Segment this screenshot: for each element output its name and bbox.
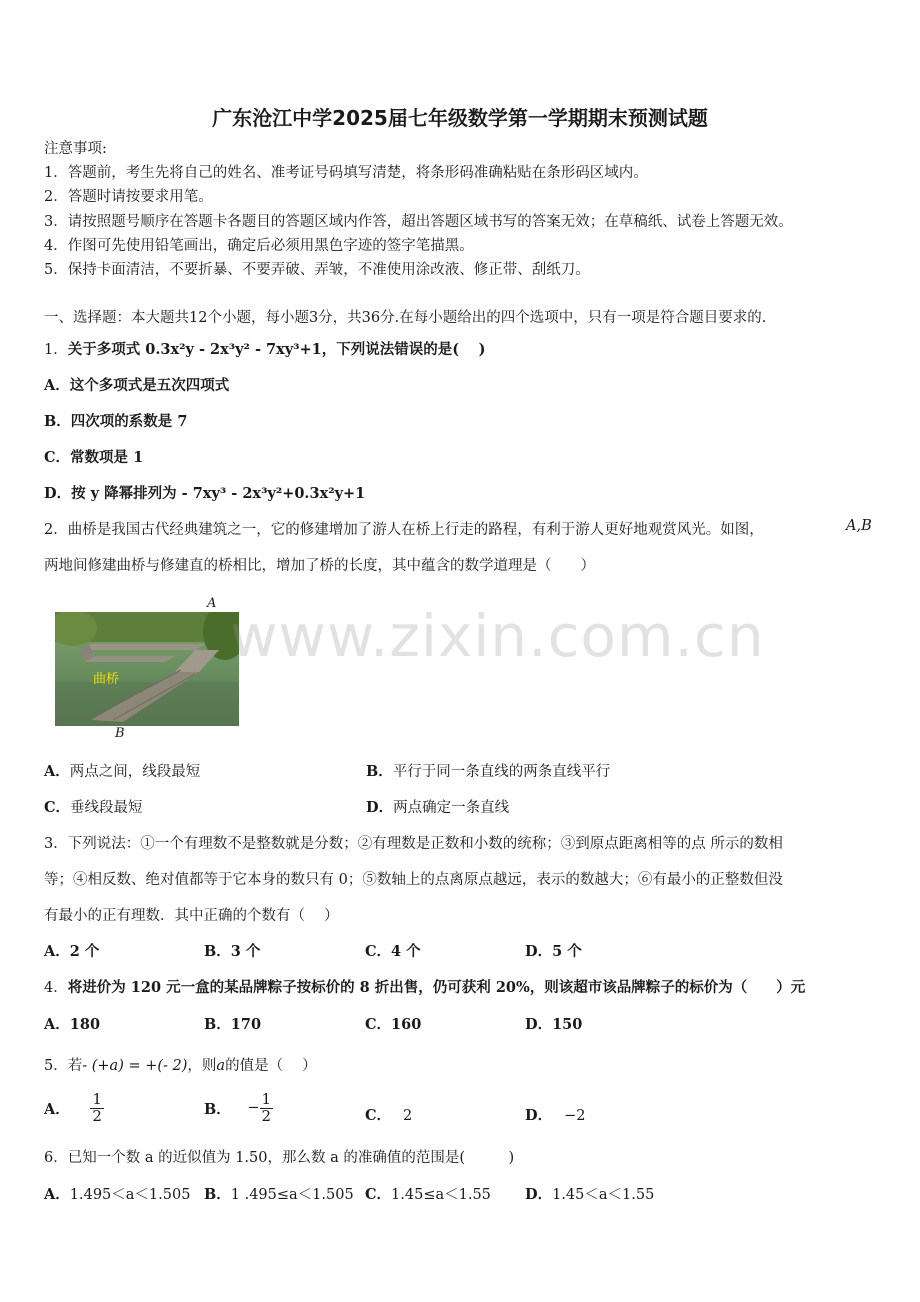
- q3-option-c[interactable]: [365, 940, 421, 961]
- question-4: [44, 976, 805, 997]
- q2-option-b[interactable]: [366, 760, 610, 781]
- option-letter: A．: [44, 1100, 70, 1118]
- option-letter: C．: [365, 1186, 392, 1203]
- option-text: 常数项是 1: [70, 449, 144, 466]
- option-text: 2: [403, 1108, 413, 1124]
- option-letter: A．: [44, 763, 70, 780]
- question-stem-line2: 等；④相反数、绝对值都等于它本身的数只有 0；⑤数轴上的点离原点越远，表示的数越大；⑥有最小的正整数但没: [44, 872, 783, 888]
- question-stem-line2: 两地间修建曲桥与修建直的桥相比，增加了桥的长度，其中蕴含的数学道理是（ ）: [44, 558, 595, 574]
- option-letter: A．: [44, 377, 70, 394]
- bridge-figure: [55, 596, 241, 742]
- option-text: 平行于同一条直线的两条直线平行: [392, 764, 611, 780]
- bridge-photo: [55, 612, 239, 726]
- point-a-label: A: [207, 596, 217, 611]
- q4-option-d[interactable]: [525, 1013, 582, 1034]
- option-text: 四次项的系数是 7: [70, 413, 188, 430]
- notes-heading: 注意事项:: [44, 141, 107, 157]
- option-text: 1.45＜a＜1.55: [552, 1187, 655, 1203]
- q2-option-d[interactable]: [366, 796, 509, 817]
- bridge-caption: 曲桥: [93, 672, 120, 687]
- q1-option-b[interactable]: [44, 410, 187, 431]
- q2-option-a[interactable]: [44, 760, 200, 781]
- option-letter: B．: [204, 1016, 231, 1033]
- option-letter: C．: [365, 1016, 392, 1033]
- negative-sign: −: [247, 1100, 260, 1117]
- q3-option-d[interactable]: [525, 940, 582, 961]
- question-stem: 下列说法：①一个有理数不是整数就是分数；②有理数是正数和小数的统称；③到原点距离相等的点 所示的数相: [67, 836, 783, 852]
- option-letter: A．: [44, 1186, 70, 1203]
- notes-item: 2．答题时请按要求用笔。: [44, 189, 213, 206]
- question-stem-mid: ，则: [187, 1058, 217, 1074]
- option-letter: B．: [366, 763, 393, 780]
- option-text: 5 个: [552, 943, 582, 960]
- fraction-denominator: 2: [92, 1106, 102, 1125]
- question-1: [44, 338, 486, 359]
- notes-item: 1．答题前，考生先将自己的姓名、准考证号码填写清楚，将条形码准确粘贴在条形码区域内。: [44, 165, 648, 182]
- question-number: 4．: [44, 980, 68, 996]
- q4-option-b[interactable]: [204, 1013, 261, 1034]
- option-letter: C．: [44, 799, 71, 816]
- fraction-denominator: 2: [261, 1106, 272, 1125]
- option-text: 150: [552, 1016, 583, 1033]
- notes-item: 5．保持卡面清洁，不要折暴、不要弄破、弄皱，不准使用涂改液、修正带、刮纸刀。: [44, 262, 590, 279]
- question-stem: 将进价为 120 元一盒的某品牌粽子按标价的 8 折出售，仍可获利 20%，则该超市该品牌粽子的标价为（ ）元: [67, 979, 806, 996]
- option-letter: D．: [44, 485, 72, 502]
- point-b-label: B: [115, 726, 125, 741]
- option-letter: D．: [366, 799, 394, 816]
- option-text: 这个多项式是五次四项式: [69, 377, 230, 394]
- option-text: 180: [69, 1016, 101, 1033]
- question-expression: - (+a) = +(- 2): [82, 1058, 188, 1074]
- option-letter: B．: [204, 1186, 231, 1203]
- q4-option-a[interactable]: [44, 1013, 100, 1034]
- q6-option-b[interactable]: [204, 1183, 354, 1204]
- option-text: 4 个: [391, 943, 421, 960]
- question-variable: a: [216, 1058, 226, 1074]
- option-letter: D．: [525, 1107, 553, 1124]
- option-text: 两点之间，线段最短: [69, 764, 201, 780]
- q5-option-a[interactable]: [44, 1092, 104, 1125]
- option-letter: C．: [365, 1107, 392, 1124]
- question-5: [44, 1054, 317, 1075]
- section-heading: 一、选择题：本大题共12个小题，每小题3分，共36分.在每小题给出的四个选项中，只有一项是符合题目要求的.: [44, 310, 767, 326]
- q5-option-d[interactable]: [525, 1104, 585, 1125]
- option-text: 两点确定一条直线: [393, 800, 510, 816]
- fraction-numerator: 1: [92, 1090, 102, 1108]
- option-letter: D．: [525, 943, 553, 960]
- question-2: [44, 518, 764, 539]
- q1-option-a[interactable]: [44, 374, 229, 395]
- option-text: 3 个: [230, 943, 261, 960]
- option-text: 按 y 降幂排列为 - 7xy³ - 2x³y²+0.3x²y+1: [71, 485, 366, 502]
- question-stem-line3: 有最小的正有理数．其中正确的个数有（ ）: [44, 908, 339, 924]
- question-number: 1．: [44, 342, 68, 358]
- question-stem-post: 的值是（ ）: [225, 1058, 317, 1074]
- option-text: 1.495＜a＜1.505: [69, 1187, 191, 1203]
- q5-option-c[interactable]: [365, 1104, 412, 1125]
- option-text: 170: [230, 1016, 262, 1033]
- option-text: 1.45≤a＜1.55: [391, 1187, 491, 1203]
- option-letter: B．: [204, 1100, 231, 1118]
- q6-option-c[interactable]: [365, 1183, 491, 1204]
- option-text: 2 个: [69, 943, 100, 960]
- option-letter: B．: [44, 413, 71, 430]
- q2-option-c[interactable]: [44, 796, 143, 817]
- option-letter: A．: [44, 943, 70, 960]
- q3-option-a[interactable]: [44, 940, 99, 961]
- q3-option-b[interactable]: [204, 940, 260, 961]
- question-6: [44, 1146, 514, 1167]
- question-3: [44, 832, 783, 853]
- question-number: 5．: [44, 1058, 68, 1074]
- notes-item: 4．作图可先使用铅笔画出，确定后必须用黑色字迹的签字笔描黑。: [44, 237, 474, 254]
- question-stem: 已知一个数 a 的近似值为 1.50，那么数 a 的准确值的范围是( ): [67, 1150, 515, 1166]
- question-number: 2．: [44, 522, 68, 538]
- watermark: www.zixin.com.cn: [230, 602, 765, 670]
- q2-ab-label: A,B: [846, 518, 872, 534]
- question-stem: 关于多项式 0.3x²y - 2x³y² - 7xy³+1，下列说法错误的是( ): [67, 341, 486, 358]
- option-letter: B．: [204, 943, 231, 960]
- notes-block: [44, 137, 793, 282]
- q1-option-d[interactable]: [44, 482, 365, 503]
- option-letter: C．: [44, 449, 71, 466]
- option-letter: D．: [525, 1016, 553, 1033]
- q1-option-c[interactable]: [44, 446, 143, 467]
- notes-item: 3．请按照题号顺序在答题卡各题目的答题区域内作答，超出答题区域书写的答案无效；在草稿纸、试卷上答题无效。: [44, 213, 793, 230]
- fraction: [260, 1092, 274, 1125]
- question-stem: 曲桥是我国古代经典建筑之一，它的修建增加了游人在桥上行走的路程，有利于游人更好地观赏风光。如图，: [67, 522, 764, 538]
- option-letter: A．: [44, 1016, 70, 1033]
- question-number: 6．: [44, 1150, 68, 1166]
- question-stem-pre: 若: [67, 1058, 83, 1074]
- q4-option-c[interactable]: [365, 1013, 421, 1034]
- page-title: 广东沧江中学2025届七年级数学第一学期期末预测试题: [212, 106, 708, 130]
- q6-option-a[interactable]: [44, 1183, 190, 1204]
- option-text: 160: [391, 1016, 422, 1033]
- q5-option-b[interactable]: [204, 1092, 273, 1125]
- question-number: 3．: [44, 836, 68, 852]
- option-text: 垂线段最短: [70, 800, 143, 816]
- option-letter: D．: [525, 1186, 553, 1203]
- option-letter: C．: [365, 943, 392, 960]
- fraction-numerator: 1: [261, 1090, 272, 1108]
- fraction: [90, 1092, 104, 1125]
- q6-option-d[interactable]: [525, 1183, 654, 1204]
- option-text: −2: [564, 1108, 586, 1124]
- option-text: 1 .495≤a＜1.505: [230, 1187, 354, 1203]
